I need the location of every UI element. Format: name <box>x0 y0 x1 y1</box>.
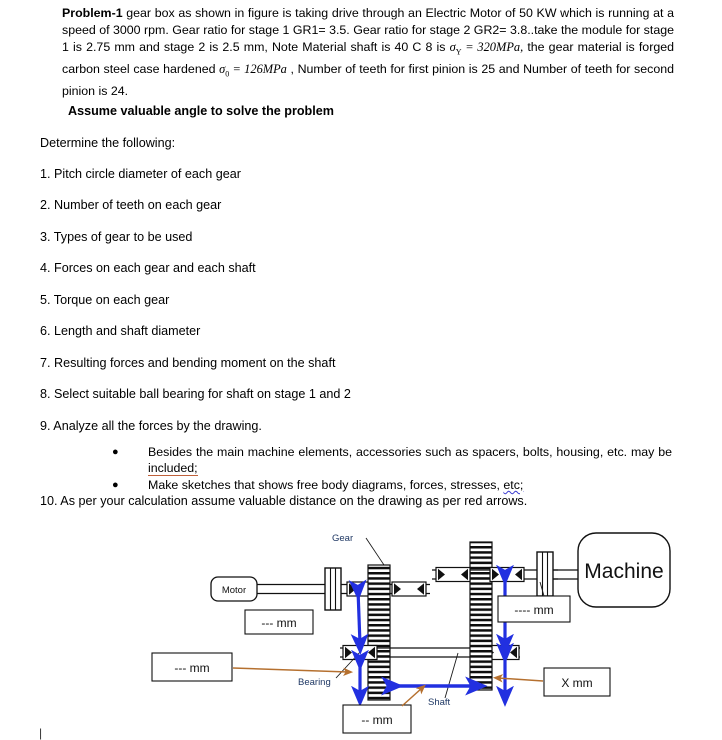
bullet-1-text <box>148 445 672 476</box>
gear-1 <box>368 565 390 700</box>
question-item-9: 9. Analyze all the forces by the drawing. <box>40 419 262 433</box>
bullet-1-text-main: Besides the main machine elements, accessories such as spacers, bolts, housing, etc. may be <box>148 445 672 459</box>
question-item-8: 8. Select suitable ball bearing for shaft on stage 1 and 2 <box>40 387 351 401</box>
question-item-2: 2. Number of teeth on each gear <box>40 198 222 212</box>
motor-label: Motor <box>221 585 247 596</box>
problem-lead-label: Problem-1 <box>62 6 123 20</box>
gear-callout <box>332 533 384 565</box>
bearing-label: Bearing <box>298 677 331 688</box>
bearing-input-right <box>392 582 426 596</box>
question-item-4: 4. Forces on each gear and each shaft <box>40 261 256 275</box>
gear-label: Gear <box>332 533 354 544</box>
bullet-item-accessories <box>112 445 672 476</box>
output-coupling <box>537 552 553 596</box>
dimension-text-left-upper: --- mm <box>261 616 297 630</box>
sigma-0-symbol: $\sigma_0$ <box>219 62 230 79</box>
gearbox-figure <box>140 520 710 740</box>
bullet-2-misspelled-word: etc; <box>503 478 524 492</box>
bearing-output-right <box>490 568 524 582</box>
dimension-text-right-upper: ---- mm <box>514 603 554 617</box>
shaft-callout <box>428 653 458 708</box>
problem-body-part-3: , Number of teeth for first pinion is 25 and Number of teeth for second pinion is 24. <box>62 62 674 98</box>
shaft-label: Shaft <box>428 697 451 708</box>
motor-shaft <box>257 585 332 594</box>
question-item-3: 3. Types of gear to be used <box>40 230 193 244</box>
dimension-text-right-x: X mm <box>561 676 593 690</box>
bullet-dot-icon: ● <box>112 479 119 491</box>
question-item-6: 6. Length and shaft diameter <box>40 324 201 338</box>
motor-coupling <box>325 568 341 610</box>
bullet-2-text-main: Make sketches that shows free body diagrams, forces, stresses, <box>148 478 504 492</box>
question-item-7: 7. Resulting forces and bending moment on the shaft <box>40 356 336 370</box>
trailing-caret-mark: | <box>39 726 43 740</box>
assume-angle-heading: Assume valuable angle to solve the problem <box>68 104 334 118</box>
problem-body-part-2: the gear material is forged carbon steel case hardened <box>62 40 674 77</box>
problem-body-part-1: gear box as shown in figure is taking drive through an Electric Motor of 50 KW which is running at a speed of 3000 rpm. Gear ratio for stage 1 GR1= 3.5. Gear ratio for stage 2 GR2= 3.8..take the module for stage 1 is 2.75 mm and stage 2 is 2.5 mm, Note Material shaft is 40 C 8 is <box>62 6 674 55</box>
bearing-output-left <box>436 568 470 582</box>
bullet-item-sketches <box>112 478 672 494</box>
dimension-text-far-left: --- mm <box>174 661 210 675</box>
dimension-box-right-upper <box>498 582 570 622</box>
bullet-dot-icon: ● <box>112 446 119 458</box>
question-item-1: 1. Pitch circle diameter of each gear <box>40 167 241 181</box>
motor-block <box>211 577 257 601</box>
question-item-10: 10. As per your calculation assume valuable distance on the drawing as per red arrows. <box>40 494 528 508</box>
dimension-text-bottom-center: -- mm <box>361 713 393 727</box>
sigma-y-value: = 320MPa, <box>461 40 524 55</box>
gear-2 <box>470 542 492 690</box>
bullet-2-text <box>148 478 672 494</box>
determine-heading: Determine the following: <box>40 136 176 150</box>
dimension-box-left-upper <box>245 610 313 634</box>
machine-block <box>578 533 670 607</box>
blue-dimension-arrow-left-upper <box>358 590 360 644</box>
sigma-0-value: = 126MPa <box>229 62 287 77</box>
problem-statement <box>62 5 674 100</box>
sigma-y-symbol: $\sigma_Y$ <box>449 40 462 57</box>
question-item-5: 5. Torque on each gear <box>40 293 170 307</box>
dimension-box-right-x <box>498 668 610 696</box>
machine-label: Machine <box>584 560 664 583</box>
bullet-1-misspelled-word: included; <box>148 460 198 475</box>
